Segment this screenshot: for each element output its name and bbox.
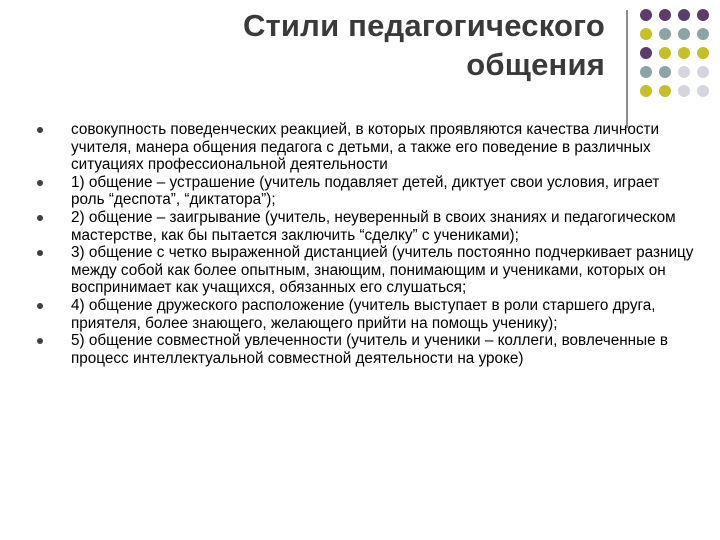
list-item-text: 3) общение с четко выраженной дистанцией (учитель постоянно подчеркивает разницу между собой как более опытным, знающим, понимающим и учениками, которых он воспринимает как учащихся, обязанных его слушаться; xyxy=(71,244,694,297)
decorative-dot xyxy=(640,66,652,78)
bullet-dot-icon xyxy=(37,215,43,221)
decorative-dot xyxy=(697,47,709,59)
decorative-dot xyxy=(659,28,671,40)
decorative-dot-grid xyxy=(640,9,720,109)
bullet-dot-icon xyxy=(37,303,43,309)
bullet-list xyxy=(37,121,697,367)
decorative-dot xyxy=(678,85,690,97)
decorative-dot xyxy=(678,47,690,59)
title-line-1: Стили педагогического xyxy=(242,8,605,43)
decorative-dot xyxy=(640,28,652,40)
decorative-dot xyxy=(678,9,690,21)
list-item-text: совокупность поведенческих реакцией, в которых проявляются качества личности учителя, манера общения педагога с детьми, а также его поведение в различных ситуациях профессиональной деятельности xyxy=(71,121,660,174)
decorative-dot xyxy=(678,66,690,78)
decorative-dot xyxy=(659,85,671,97)
list-item-text: 5) общение совместной увлеченности (учитель и ученики – коллеги, вовлеченные в процесс интеллектуальной совместной деятельности на уроке) xyxy=(71,332,669,367)
title-divider-line xyxy=(626,10,628,128)
list-item xyxy=(37,244,697,297)
list-item-text: 4) общение дружеского расположение (учитель выступает в роли старшего друга, приятеля, более знающего, желающего прийти на помощь ученику); xyxy=(71,296,656,332)
decorative-dot xyxy=(659,9,671,21)
decorative-dot xyxy=(659,47,671,59)
list-item-text: 1) общение – устрашение (учитель подавляет детей, диктует свои условия, играет роль “деспота”, “диктатора”); xyxy=(71,173,660,209)
bullet-dot-icon xyxy=(37,250,43,256)
decorative-dot xyxy=(678,28,690,40)
list-item xyxy=(37,209,697,244)
list-item xyxy=(37,297,697,332)
decorative-dot xyxy=(697,9,709,21)
decorative-dot xyxy=(640,85,652,97)
list-item xyxy=(37,174,697,209)
bullet-dot-icon xyxy=(37,127,43,133)
decorative-dot xyxy=(697,66,709,78)
list-item-text: 2) общение – заигрывание (учитель, неуверенный в своих знаниях и педагогическом мастерстве, как бы пытается заключить “сделку” с учениками); xyxy=(71,208,676,244)
decorative-dot xyxy=(659,66,671,78)
decorative-dot xyxy=(697,85,709,97)
decorative-dot xyxy=(640,47,652,59)
slide-title xyxy=(150,6,605,84)
list-item xyxy=(37,121,697,174)
list-item xyxy=(37,332,697,367)
decorative-dot xyxy=(640,9,652,21)
bullet-dot-icon xyxy=(37,180,43,186)
bullet-dot-icon xyxy=(37,338,43,344)
title-line-2: общения xyxy=(466,47,605,82)
decorative-dot xyxy=(697,28,709,40)
